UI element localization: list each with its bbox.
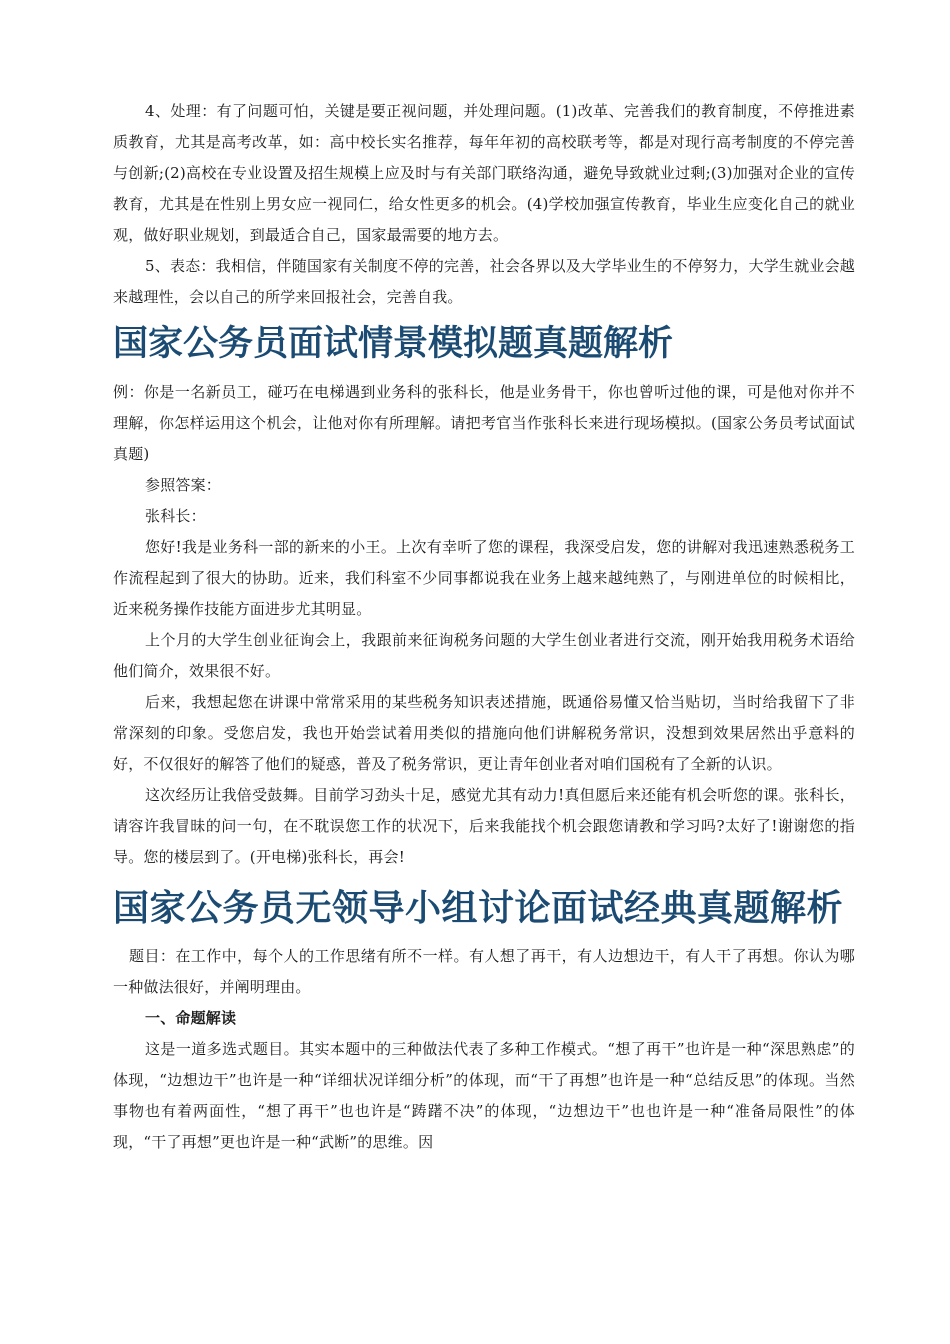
answer-paragraph-4: 这次经历让我倍受鼓舞。目前学习劲头十足，感觉尤其有动力!真但愿后来还能有机会听您的课。张科长，请容许我冒昧的问一句，在不耽误您工作的状况下，后来我能找个机会跟您请教和学习吗?太好了!谢谢您的指导。您的楼层到了。(开电梯)张科长，再会!: [113, 786, 855, 866]
interpretation-paragraph: 这是一道多选式题目。其实本题中的三种做法代表了多种工作模式。“想了再干”也许是一种“深思熟虑”的体现，“边想边干”也许是一种“详细状况详细分析”的体现，而“干了再想”也许是一种“总结反思”的体现。当然事物也有着两面性，“想了再干”也也许是“踌躇不决”的体现，“边想边干”也也许是一种“准备局限性”的体现，“干了再想”更也许是一种“武断”的思维。因: [113, 1040, 855, 1151]
answer-paragraph-2: 上个月的大学生创业征询会上，我跟前来征询税务问题的大学生创业者进行交流，刚开始我用税务术语给他们简介，效果很不好。: [113, 631, 855, 680]
answer-paragraph-3: 后来，我想起您在讲课中常常采用的某些税务知识表述措施，既通俗易懂又恰当贴切，当时给我留下了非常深刻的印象。受您启发，我也开始尝试着用类似的措施向他们讲解税务常识，没想到效果居然出乎意料的好，不仅很好的解答了他们的疑惑，普及了税务常识，更让青年创业者对咱们国税有了全新的认识。: [113, 693, 855, 773]
paragraph-statement: 5、表态：我相信，伴随国家有关制度不停的完善，社会各界以及大学毕业生的不停努力，大学生就业会越来越理性，会以自己的所学来回报社会，完善自我。: [113, 257, 855, 306]
section-title-group-discussion: 国家公务员无领导小组讨论面试经典真题解析: [113, 888, 844, 929]
subheading-interpretation: 一、命题解读: [145, 1009, 237, 1027]
answer-greeting: 张科长：: [145, 507, 206, 525]
answer-label: 参照答案：: [145, 476, 222, 494]
answer-paragraph-1: 您好!我是业务科一部的新来的小王。上次有幸听了您的课程，我深受启发，您的讲解对我迅速熟悉税务工作流程起到了很大的协助。近来，我们科室不少同事都说我在业务上越来越纯熟了，与刚进单位的时候相比，近来税务操作技能方面进步尤其明显。: [113, 538, 855, 618]
document-body: [113, 96, 855, 1158]
group-question: 题目：在工作中，每个人的工作思绪有所不一样。有人想了再干，有人边想边干，有人干了再想。你认为哪一种做法很好，并阐明理由。: [113, 947, 855, 996]
section-title-scenario: 国家公务员面试情景模拟题真题解析: [113, 324, 674, 364]
paragraph-handling: 4、处理：有了问题可怕，关键是要正视问题，并处理问题。(1)改革、完善我们的教育制度，不停推进素质教育，尤其是高考改革，如：高中校长实名推荐，每年年初的高校联考等，都是对现行高考制度的不停完善与创新;(2)高校在专业设置及招生规模上应及时与有关部门联络沟通，避免导致就业过剩;(3)加强对企业的宣传教育，尤其是在性别上男女应一视同仁，给女性更多的机会。(4)学校加强宣传教育，毕业生应变化自己的就业观，做好职业规划，到最适合自己，国家最需要的地方去。: [113, 102, 855, 244]
scenario-example: 例：你是一名新员工，碰巧在电梯遇到业务科的张科长，他是业务骨干，你也曾听过他的课，可是他对你并不理解，你怎样运用这个机会，让他对你有所理解。请把考官当作张科长来进行现场模拟。(国家公务员考试面试真题): [113, 383, 855, 463]
